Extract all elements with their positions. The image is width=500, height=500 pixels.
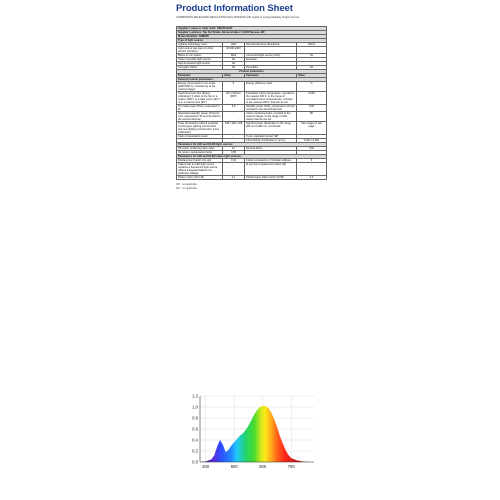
value-cell: NDLS <box>297 43 327 47</box>
parameter-cell: Correlated colour temperature, rounded to the nearest 100 K, or the range of correlated colour temperatures, rounded to the nearest 100 K, that can be set <box>245 92 297 105</box>
spectrum-svg <box>182 392 322 474</box>
value-cell: LED <box>223 43 245 47</box>
value-cell: - <box>297 58 327 62</box>
parameter-cell <box>245 47 297 54</box>
value-cell: - <box>297 163 327 176</box>
value-cell: - <box>223 163 245 176</box>
parameter-cell: Mains or non-mains: <box>177 54 223 58</box>
value-cell: - <box>223 112 245 122</box>
general-row <box>177 105 327 112</box>
value-cell: No <box>223 58 245 62</box>
value-cell: 80 <box>297 112 327 122</box>
supplier-name-row-cell: Supplier's name or trade mark: GMAXLIGHT <box>177 27 327 31</box>
param-header-cell: Value <box>223 74 245 78</box>
mains-row <box>177 176 327 180</box>
parameter-cell: Anti-glare shield: <box>177 66 223 70</box>
value-cell: - <box>223 135 245 139</box>
y-tick-label: 0.6 <box>192 426 198 432</box>
parameter-cell: If yes, equivalent power (W) <box>245 135 297 139</box>
value-cell <box>297 47 327 54</box>
parameter-cell: Flicker metric (Pst LM) <box>177 176 223 180</box>
parameter-cell: Colour-tuneable light source: <box>177 58 223 62</box>
parameter-cell: Networked standby power (Pnet) for CLS, expressed in W and rounded to the second decimal <box>178 112 221 121</box>
regulation-text: COMMISSION DELEGATED REGULATION (EU) 2019/2015 with regard to energy labelling of light sources <box>176 16 300 19</box>
supplier-address-row-cell: Supplier's address: Tap Fat Straße, Emmerstraße 2, 31402 Nessau, BR <box>177 31 327 35</box>
value-cell: 0,85 <box>223 151 245 155</box>
model-row-cell: Model identifier: GM8050 <box>177 35 327 39</box>
general-row <box>177 92 327 105</box>
value-cell: 0,324 / 0,399 <box>297 139 327 143</box>
parameter-cell: Outer dimensions without separate control gear, lighting control parts and non-lighting control parts, if any (millimetre) <box>177 122 223 135</box>
value-cell: 5,0 <box>223 105 245 112</box>
x-tick-label: 600 <box>259 464 267 469</box>
y-tick-label: 1.0 <box>192 404 198 410</box>
parameter-cell: Colour rendering index, rounded to the nearest integer, or the range of CRI-values that can be set <box>245 112 297 122</box>
value-cell: 108 / 108 / 108 <box>223 122 245 135</box>
value-cell: 5 <box>223 82 245 92</box>
value-cell: MLS <box>223 54 245 58</box>
type-row <box>177 47 327 54</box>
product-information-sheet <box>172 0 330 382</box>
param-header-cell: Parameter <box>177 74 223 78</box>
led-header-row-cell: Parameters for LED and OLED light sources: <box>177 143 327 147</box>
parameter-cell: Claims that an LED light source replaces a fluorescent light source without integrated ballast of a particular wattage <box>177 163 223 176</box>
value-cell: 6 <box>297 159 327 163</box>
mains-header-row-cell: Parameters for LED and OLED mains light sources: <box>177 155 327 159</box>
value-cell: No <box>297 66 327 70</box>
value-cell: 0,40 <box>223 159 245 163</box>
value-cell: - <box>297 135 327 139</box>
parameter-cell: Claim of equivalent power <box>177 135 223 139</box>
value-cell: G <box>297 82 327 92</box>
parameter-cell: the lumen maintenance factor <box>177 151 223 155</box>
parameter-cell: Colour consistency in McAdam ellipses <box>245 159 297 163</box>
value-cell: No <box>223 66 245 70</box>
mains-row <box>177 163 327 176</box>
x-tick-label: 500 <box>230 464 238 469</box>
general-row <box>177 122 327 135</box>
parameter-cell: Energy consumption in on-mode (kWh/1000 h), rounded up to the nearest integer <box>177 82 223 92</box>
parameter-cell: Standby power (Psb), expressed in W and rounded to the second decimal <box>246 105 295 111</box>
general-row <box>177 112 327 122</box>
parameter-cell: Envelope: <box>245 58 297 62</box>
value-cell: 0,50 <box>297 147 327 151</box>
value-cell: No <box>223 62 245 66</box>
parameter-cell: Displacement factor (cos φ1) <box>177 159 223 163</box>
parameter-cell: R9 colour rendering index value <box>177 147 223 151</box>
parameter-cell: Chromaticity coordinates (x and y) <box>245 139 297 143</box>
parameter-cell: Lighting technology used: <box>177 43 223 47</box>
value-cell: 96 in Sphere (360°) <box>223 92 245 105</box>
parameter-cell: High luminance light source: <box>177 62 223 66</box>
value-cell: AC100-240V <box>223 47 245 54</box>
parameter-cell: (if yes then) replacement claim (W) <box>245 163 297 176</box>
parameter-cell: Non-directional or directional: <box>245 43 297 47</box>
param-header-cell: Parameter <box>245 74 297 78</box>
spectrum-chart <box>182 392 322 474</box>
footnote: NA* : not applicable <box>176 187 197 190</box>
parameter-cell: On-mode power (Pon), expressed in W <box>177 105 223 112</box>
parameter-cell: Energy efficiency class <box>245 82 297 92</box>
type-header-row-cell: Type of light source: <box>177 39 327 43</box>
y-tick-label: 0.2 <box>192 448 198 454</box>
param-header-cell: Value <box>297 74 327 78</box>
parameter-cell: Light source cap-type (or other electric interface): <box>177 47 223 54</box>
general-row <box>177 82 327 92</box>
y-tick-label: 0.8 <box>192 415 198 421</box>
parameter-cell: Useful luminous flux (Φuse), indicating if it refers to the flux in a sphere (360°), in a wide cone (120°) or in a narrow cone (90°) <box>177 92 223 105</box>
value-cell: 0,4 <box>297 176 327 180</box>
y-tick-label: 0.4 <box>192 437 198 443</box>
x-tick-label: 700 <box>287 464 295 469</box>
value-cell: No <box>297 54 327 58</box>
value-cell: 10 <box>223 147 245 151</box>
parameter-cell: Survival factor <box>245 147 297 151</box>
parameter-cell: Spectral power distribution in the range 250 nm to 800 nm, at full-load <box>245 122 297 135</box>
product-params-header-row-cell: Product parameters <box>177 70 327 74</box>
value-cell: 0,00 <box>297 105 327 112</box>
footnote: NA* : not applicable <box>176 183 197 186</box>
value-cell: See image on last page <box>297 122 327 135</box>
value-cell: 3,000 <box>297 92 327 105</box>
document-title: Product Information Sheet <box>176 3 293 14</box>
parameter-cell: Connected light source (CLS): <box>245 54 297 58</box>
value-cell: 0,1 <box>223 176 245 180</box>
parameter-cell: Stroboscopic effect metric (SVM) <box>245 176 297 180</box>
info-table <box>176 26 327 180</box>
y-tick-label: 0.0 <box>192 459 198 465</box>
parameter-cell: Dimmable: <box>245 66 297 70</box>
general-header-row-cell: General product parameters: <box>177 78 327 82</box>
y-tick-label: 1.2 <box>192 393 198 399</box>
x-tick-label: 400 <box>202 464 210 469</box>
